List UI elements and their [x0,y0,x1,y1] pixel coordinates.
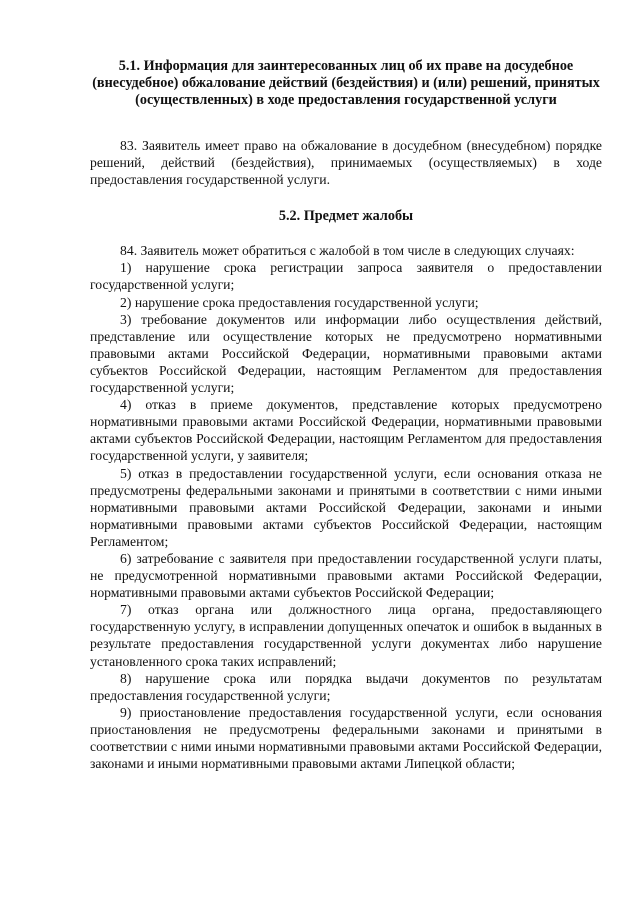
list-item-6: 6) затребование с заявителя при предоставлении государственной услуги платы, не предусмотренной нормативными правовыми актами Российской Федерации, нормативными правовыми актами субъектов Российской Федерации; [90,550,602,601]
document-page [90,58,602,772]
paragraph-84: 84. Заявитель может обратиться с жалобой в том числе в следующих случаях: [120,243,575,259]
list-item-3: 3) требование документов или информации либо осуществления действий, представление или осуществление которых не предусмотрено нормативными правовыми актами Российской Федерации, нормативными правовыми актами субъектов Российской Федерации, настоящим Регламентом для предоставления государственной услуги; [90,311,602,396]
list-item-4: 4) отказ в приеме документов, представление которых предусмотрено нормативными правовыми актами Российской Федерации, нормативными правовыми актами субъектов Российской Федерации, настоящим Регламентом для предоставления государственной услуги, у заявителя; [90,397,602,464]
section-heading-5-2: 5.2. Предмет жалобы [278,208,414,225]
list-item-9: 9) приостановление предоставления государственной услуги, если основания приостановления не предусмотрены федеральными законами и принятыми в соответствии с ними иными нормативными правовыми актами Российской Федерации, законами и иными нормативными правовыми актами Липецкой области; [90,704,602,772]
list-item-2: 2) нарушение срока предоставления государственной услуги; [120,294,479,310]
list-item-7: 7) отказ органа или должностного лица органа, предоставляющего государственную услугу, в исправлении допущенных опечаток и ошибок в выданных в результате предоставления государственной услуги документах либо нарушение установленного срока таких исправлений; [90,602,602,669]
list-item-5: 5) отказ в предоставлении государственной услуги, если основания отказа не предусмотрены федеральными законами и принятыми в соответствии с ними иными нормативными правовыми актами Российской Федерации, законами и иными нормативными правовыми актами субъектов Российской Федерации, настоящим Регламентом; [90,465,602,549]
list-item-8: 8) нарушение срока или порядка выдачи документов по результатам предоставления государственной услуги; [90,670,602,703]
list-item-1: 1) нарушение срока регистрации запроса заявителя о предоставлении государственной услуги; [90,260,602,293]
section-heading-5-1: 5.1. Информация для заинтересованных лиц об их праве на досудебное (внесудебное) обжалование действий (бездействия) и (или) решений, принятых (осуществленных) в ходе предоставления государственной услуги [92,58,600,108]
paragraph-83: 83. Заявитель имеет право на обжалование в досудебном (внесудебном) порядке решений, действий (бездействия), принимаемых (осуществляемых) в ходе предоставления государственной услуги. [90,138,602,188]
